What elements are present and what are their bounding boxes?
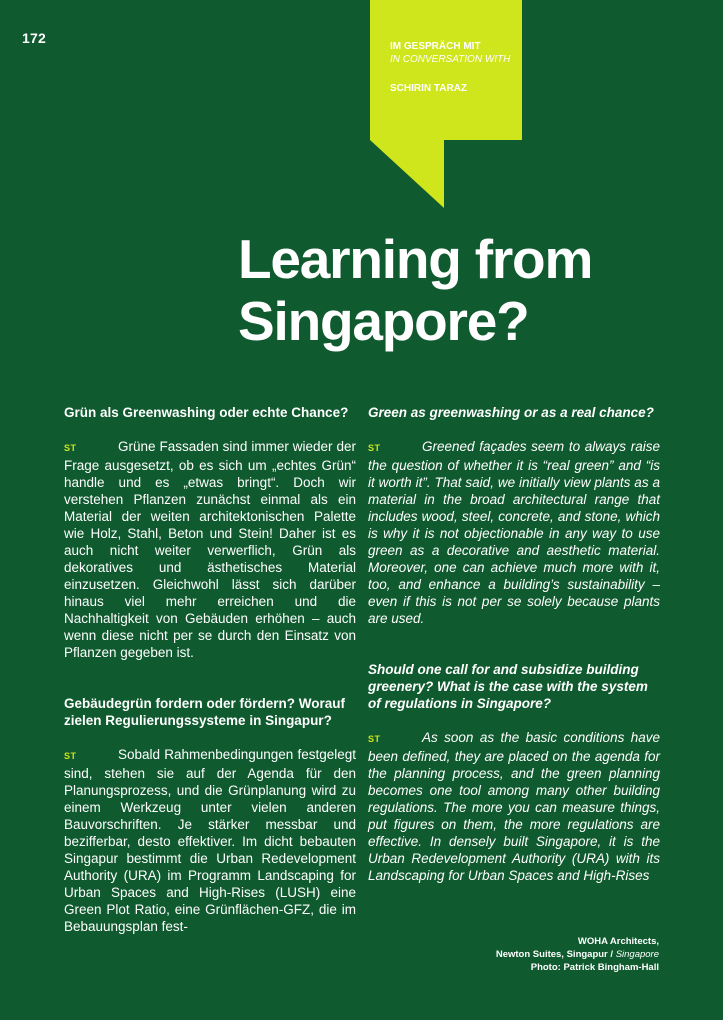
tag-line-en: IN CONVERSATION WITH <box>390 54 511 65</box>
question-de-2: Gebäudegrün fordern oder fördern? Worauf zielen Regulierungssysteme in Singapur? <box>64 696 346 728</box>
speaker-label: ST <box>64 443 77 453</box>
caption-line-1: WOHA Architects, <box>577 936 659 947</box>
answer-de-1 <box>64 438 356 661</box>
photo-caption <box>496 935 659 974</box>
question-en-1: Green as greenwashing or as a real chance? <box>368 405 654 420</box>
page-number: 172 <box>22 30 46 46</box>
speaker-label: ST <box>64 751 77 761</box>
question-en-2: Should one call for and subsidize building greenery? What is the case with the system of regulations in Singapore? <box>368 662 648 711</box>
caption-line-2 <box>496 948 659 961</box>
caption-line-3: Photo: Patrick Bingham-Hall <box>530 962 659 973</box>
answer-de-2-text: Sobald Rahmenbedingungen festgelegt sind, stehen sie auf der Agenda für den Planungsprozess, und die Grünplanung wird zu einem Werkzeug unter vielen anderen Bauvorschriften. Je stärker messbar und bezifferbar, desto effektiver. Im dicht bebauten Singapur bestimmt die Urban Redevelopment Authority (URA) im Programm Landscaping for Urban Spaces and High-Rises (LUSH) eine Green Plot Ratio, eine Grünflächen-GFZ, die im Bebauungsplan fest- <box>64 747 356 934</box>
caption-location-de: Newton Suites, Singapur / <box>495 949 614 960</box>
english-column <box>368 404 660 918</box>
answer-en-1-text: Greened façades seem to always raise the question of whether it is “real green” and “is it worth it”. That said, we initially view plants as a material in the broad architectural range that includes wood, steel, concrete, and stone, which is why it is not objectionable in any way to use green as a decorative and aesthetic material. Moreover, one can achieve much more with it, too, and enhance a building’s sustainability – even if this is not per se solely because plants are used. <box>368 439 660 626</box>
answer-de-1-text: Grüne Fassaden sind immer wieder der Frage ausgesetzt, ob es sich um „echtes Grün“ handle und es „etwas bringt“. Doch wir verstehen Pflanzen zunächst einmal als ein Material der weiten architektonischen Palette wie Holz, Stahl, Beton und Stein! Daher ist es auch nicht weiter verwerflich, Grün als dekoratives und ästhetisches Material einzusetzen. Gleichwohl lässt sich darüber hinaus viel mehr erreichen und die Nachhaltigkeit von Gebäuden erhöhen – auch wenn diese nicht per se durch den Einsatz von Pflanzen gegeben ist. <box>64 439 356 660</box>
question-de-1: Grün als Greenwashing oder echte Chance? <box>64 405 349 420</box>
tag-text <box>390 40 514 95</box>
speaker-label: ST <box>368 734 381 744</box>
page-title: Learning from Singapore? <box>238 228 593 352</box>
answer-de-2 <box>64 746 356 935</box>
interview-tag <box>370 0 522 208</box>
speaker-label: ST <box>368 443 381 453</box>
answer-en-1 <box>368 438 660 627</box>
german-column <box>64 404 356 969</box>
answer-en-2 <box>368 729 660 884</box>
answer-en-2-text: As soon as the basic conditions have been defined, they are placed on the agenda for the planning process, and the green planning becomes one tool among many other building regulations. The more you can measure things, put figures on them, the more regulations are effective. In densely built Singapore, it is the Urban Redevelopment Authority (URA) with its Landscaping for Urban Spaces and High-Rises <box>368 730 660 883</box>
tag-name: SCHIRIN TARAZ <box>390 83 468 94</box>
caption-location-en: Singapore <box>615 949 659 960</box>
tag-line-de: IM GESPRÄCH MIT <box>390 41 481 52</box>
tag-shape <box>370 0 522 208</box>
